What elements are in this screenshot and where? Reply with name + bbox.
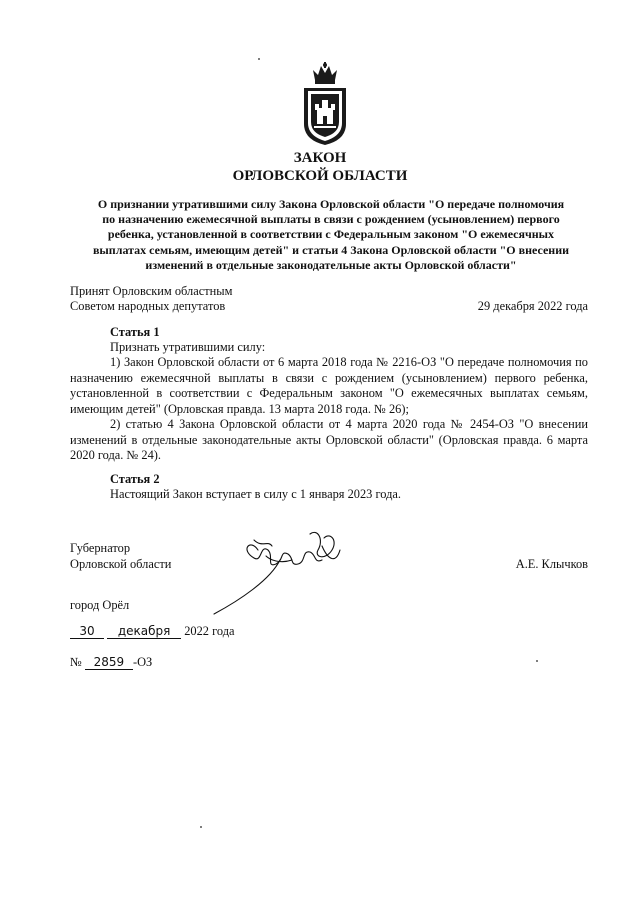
adopted-by-line1: Принят Орловским областным <box>70 284 233 298</box>
document-title: ЗАКОН <box>293 150 347 166</box>
law-subject-line: по назначению ежемесячной выплаты в связи с рождением (усыновлением) первого <box>102 212 560 227</box>
law-subject-line: О признании утратившими силу Закона Орловской области "О передаче полномочия <box>97 197 565 211</box>
signing-date <box>70 624 235 640</box>
law-subject-line: выплатах семьям, имеющим детей" и статьи 4 Закона Орловской области "О внесении <box>92 242 570 257</box>
document-region: ОРЛОВСКОЙ ОБЛАСТИ <box>232 168 408 184</box>
governor-region: Орловской области <box>70 557 172 571</box>
article-1-item-1: 1) Закон Орловской области от 6 марта 2018 года № 2216-ОЗ "О передаче полномочия по назначению ежемесячной выплаты в связи с рождением (усыновлением) первого ребенка, установленной в соответствии с Федеральным законом "О ежемесячных выплатах семьям, имеющим детей" (Орловская правда. 13 марта 2018 года. № 26); <box>70 355 588 416</box>
article-1-heading: Статья 1 <box>110 325 160 339</box>
signing-month: декабря <box>107 625 181 639</box>
coat-of-arms-icon <box>300 62 350 146</box>
handwritten-signature <box>210 520 350 620</box>
law-subject-line: изменений в отдельные законодательные акты Орловской области" <box>145 257 517 272</box>
signing-day: 30 <box>70 625 104 639</box>
law-number <box>70 655 152 671</box>
article-2-text: Настоящий Закон вступает в силу с 1 января 2023 года. <box>110 487 401 501</box>
city: город Орёл <box>70 598 130 612</box>
number-suffix: -ОЗ <box>132 655 153 669</box>
scan-speck <box>258 58 260 60</box>
law-number-value: 2859 <box>85 656 133 670</box>
article-2-heading: Статья 2 <box>110 472 160 486</box>
adopted-by-line2: Советом народных депутатов <box>70 299 226 313</box>
number-sign: № <box>70 655 82 669</box>
law-subject-line: ребенка, установленной в соответствии с Федеральным законом "О ежемесячных <box>107 227 555 242</box>
signing-year: 2022 года <box>184 624 235 638</box>
law-subject <box>70 197 592 273</box>
article-1-intro: Признать утратившими силу: <box>110 340 266 354</box>
article-1-item-2: 2) статью 4 Закона Орловской области от 4 марта 2020 года № 2454-ОЗ "О внесении изменений в отдельные законодательные акты Орловской области" (Орловская правда. 6 марта 2020 года. № 24). <box>70 417 588 463</box>
governor-title: Губернатор <box>70 541 131 555</box>
adoption-date: 29 декабря 2022 года <box>477 299 588 313</box>
scan-speck <box>200 826 202 828</box>
scan-speck <box>536 660 538 662</box>
governor-name: А.Е. Клычков <box>515 557 588 571</box>
